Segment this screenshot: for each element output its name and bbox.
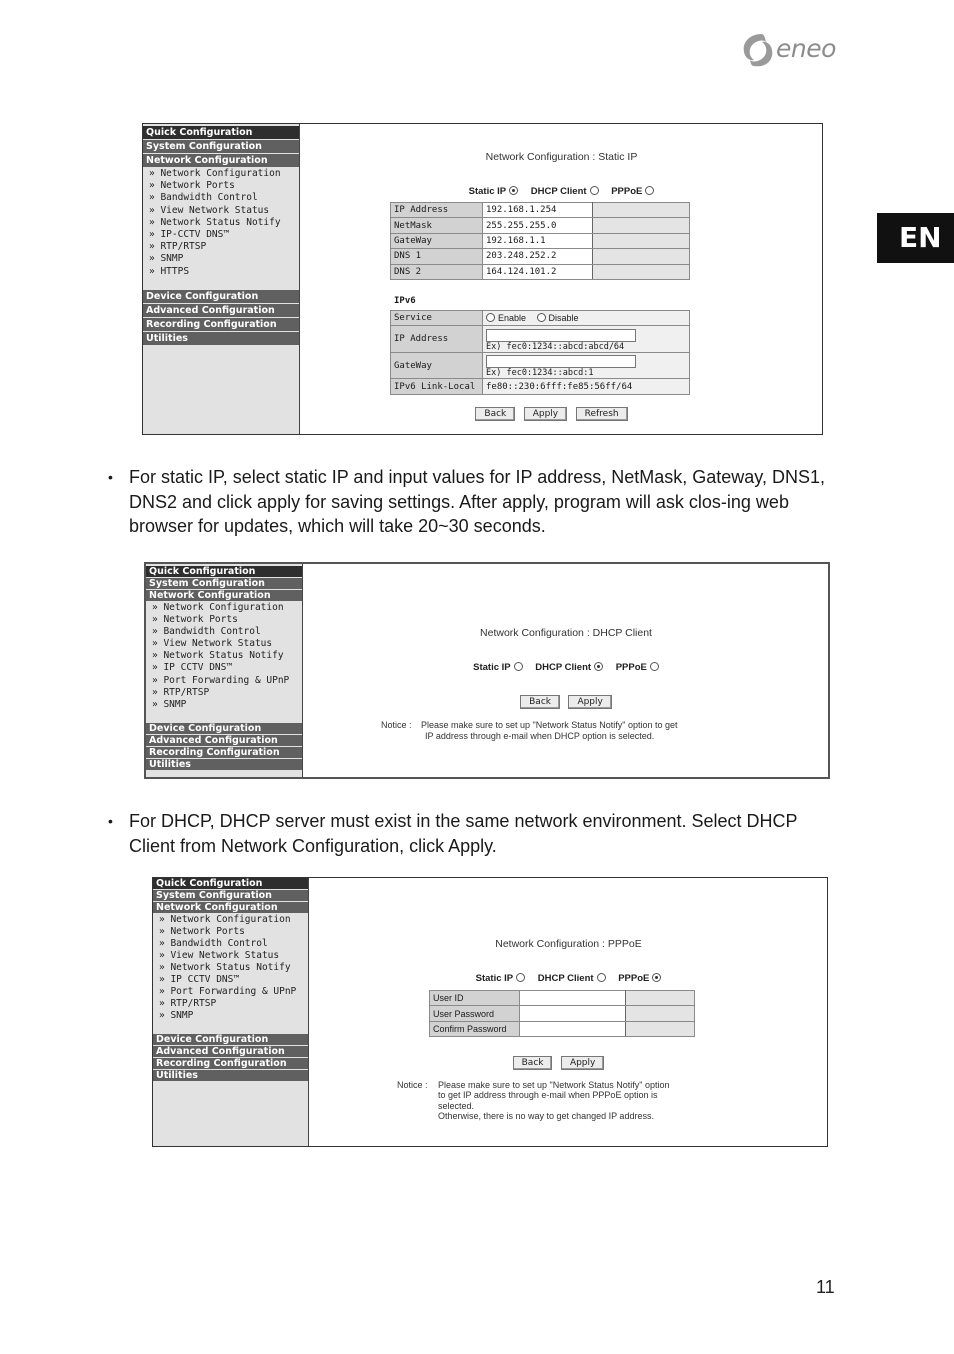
notice-line: IP address through e-mail when DHCP option is selected. <box>425 731 655 741</box>
config-panel <box>310 878 827 1146</box>
notice-line: Please make sure to set up "Network Status Notify" option <box>438 1080 670 1090</box>
nav-sub-item[interactable]: » RTP/RTSP <box>159 998 217 1009</box>
nav-sub-item[interactable]: » IP CCTV DNS™ <box>159 974 240 985</box>
config-panel <box>301 124 822 434</box>
confirm-password-input[interactable] <box>520 1021 626 1036</box>
nav-sub-item[interactable]: » View Network Status <box>152 638 273 650</box>
dns2-input[interactable]: 164.124.101.2 <box>483 264 593 279</box>
ipv6-gateway-hint: Ex) fec0:1234::abcd:1 <box>486 368 594 379</box>
eneo-logo-mark <box>740 30 776 72</box>
nav-system-configuration[interactable]: System Configuration <box>146 578 302 589</box>
nav-recording-configuration[interactable]: Recording Configuration <box>153 1058 308 1069</box>
table-row <box>430 1006 695 1021</box>
instruction-static-ip <box>108 465 833 541</box>
brand-wordmark: eneo <box>776 34 836 63</box>
field-label: GateWay <box>391 233 483 248</box>
notice-label: Notice : <box>397 1080 428 1090</box>
table-row <box>391 353 690 379</box>
notice-text <box>438 1080 670 1121</box>
ipv6-disable-radio[interactable] <box>537 313 546 322</box>
settings-nav <box>146 564 303 777</box>
nav-sub-item[interactable]: » Network Status Notify <box>159 962 291 973</box>
instruction-text: For static IP, select static IP and input values for IP address, NetMask, Gateway, DNS1, DNS2 and click apply for saving settings. After apply, program will ask clos-ing web browser for updates, which will take 20~30 seconds. <box>129 467 825 536</box>
mode-label-pppoe: PPPoE <box>615 662 647 673</box>
table-row <box>391 379 690 394</box>
pppoe-radio[interactable] <box>650 662 659 671</box>
nav-sub-item[interactable]: » RTP/RTSP <box>152 686 210 698</box>
user-id-input[interactable] <box>520 991 626 1006</box>
nav-sub-item[interactable]: » IP CCTV DNS™ <box>152 662 233 674</box>
nav-sub-item[interactable]: » Network Ports <box>149 180 235 192</box>
config-panel <box>304 564 828 777</box>
nav-sub-item[interactable]: » SNMP <box>152 698 187 710</box>
disable-label: Disable <box>548 313 579 324</box>
nav-device-configuration[interactable]: Device Configuration <box>146 723 302 734</box>
ipv6-table <box>390 310 690 395</box>
nav-recording-configuration[interactable]: Recording Configuration <box>146 747 302 758</box>
mode-label-dhcp: DHCP Client <box>530 186 587 197</box>
netmask-input[interactable]: 255.255.255.0 <box>483 218 593 233</box>
notice-line: to get IP address through e-mail when PPPoE option is <box>438 1090 658 1101</box>
notice-line: Otherwise, there is no way to get changed IP address. <box>438 1110 654 1121</box>
brand-logo <box>740 30 850 74</box>
apply-button[interactable]: Apply <box>561 1056 604 1070</box>
nav-network-configuration[interactable]: Network Configuration <box>153 902 308 913</box>
static-ip-screenshot <box>142 123 823 435</box>
nav-sub-item[interactable]: » Bandwidth Control <box>159 938 268 949</box>
nav-sub-item[interactable]: » SNMP <box>149 253 184 265</box>
nav-quick-configuration[interactable]: Quick Configuration <box>143 126 299 139</box>
action-buttons <box>304 691 828 709</box>
mode-selector <box>304 662 828 673</box>
ipv6-heading: IPv6 <box>394 296 416 306</box>
dns1-input[interactable]: 203.248.252.2 <box>483 249 593 264</box>
field-label: Confirm Password <box>430 1021 520 1036</box>
instruction-dhcp <box>108 809 833 861</box>
nav-sub-item[interactable]: » Network Status Notify <box>149 216 281 228</box>
pppoe-radio[interactable] <box>645 186 654 195</box>
static-ip-table <box>390 202 690 280</box>
nav-network-submenu <box>153 914 308 1022</box>
ipv6-gateway-input[interactable] <box>486 355 636 368</box>
pppoe-screenshot <box>152 877 828 1147</box>
nav-advanced-configuration[interactable]: Advanced Configuration <box>146 735 302 746</box>
mode-label-dhcp: DHCP Client <box>537 973 594 984</box>
field-label: GateWay <box>391 353 483 379</box>
field-label: IP Address <box>391 203 483 218</box>
nav-device-configuration[interactable]: Device Configuration <box>153 1034 308 1045</box>
nav-sub-item[interactable]: » Bandwidth Control <box>152 626 261 638</box>
mode-label-static: Static IP <box>475 973 514 984</box>
page-number: 11 <box>816 1277 835 1297</box>
nav-sub-item[interactable]: » Network Ports <box>159 926 245 937</box>
mode-label-dhcp: DHCP Client <box>535 662 592 673</box>
nav-quick-configuration[interactable]: Quick Configuration <box>153 878 308 889</box>
nav-utilities[interactable]: Utilities <box>146 759 302 770</box>
back-button[interactable]: Back <box>513 1056 553 1070</box>
ipv6-enable-radio[interactable] <box>486 313 495 322</box>
table-row <box>391 311 690 326</box>
language-tab: EN <box>877 213 954 263</box>
nav-sub-item[interactable]: » Port Forwarding & UPnP <box>152 674 290 686</box>
table-row <box>391 233 690 248</box>
nav-sub-item[interactable]: » Port Forwarding & UPnP <box>159 986 297 997</box>
back-button[interactable]: Back <box>520 695 560 709</box>
table-row <box>391 264 690 279</box>
dhcp-client-radio[interactable] <box>594 662 603 671</box>
mode-label-pppoe: PPPoE <box>618 973 650 984</box>
notice-text <box>421 720 678 742</box>
mode-label-pppoe: PPPoE <box>611 186 643 197</box>
field-label: NetMask <box>391 218 483 233</box>
static-ip-radio[interactable] <box>516 973 525 982</box>
gateway-input[interactable]: 192.168.1.1 <box>483 233 593 248</box>
settings-nav <box>143 124 300 434</box>
nav-recording-configuration[interactable]: Recording Configuration <box>143 318 299 331</box>
nav-sub-item[interactable]: » Network Configuration <box>149 168 281 179</box>
field-label: DNS 1 <box>391 249 483 264</box>
ipv6-address-hint: Ex) fec0:1234::abcd:abcd/64 <box>486 341 625 352</box>
mode-selector <box>301 186 822 197</box>
user-password-input[interactable] <box>520 1006 626 1021</box>
field-label: User ID <box>430 991 520 1006</box>
nav-sub-item[interactable]: » Network Status Notify <box>152 650 284 662</box>
apply-button[interactable]: Apply <box>568 695 611 709</box>
ip-address-input[interactable]: 192.168.1.254 <box>483 203 593 218</box>
apply-button[interactable]: Apply <box>524 407 567 421</box>
notice-label: Notice : <box>381 720 412 730</box>
nav-network-submenu <box>143 168 299 278</box>
nav-advanced-configuration[interactable]: Advanced Configuration <box>153 1046 308 1057</box>
table-row <box>430 1021 695 1036</box>
nav-sub-item[interactable]: » Bandwidth Control <box>149 192 258 204</box>
dhcp-client-screenshot <box>144 562 830 779</box>
bullet-icon: • <box>108 813 113 829</box>
table-row <box>391 249 690 264</box>
nav-device-configuration[interactable]: Device Configuration <box>143 290 299 303</box>
nav-sub-item[interactable]: » View Network Status <box>159 950 280 961</box>
nav-system-configuration[interactable]: System Configuration <box>153 890 308 901</box>
page-title: Network Configuration : Static IP <box>485 151 638 163</box>
field-label: IP Address <box>391 326 483 353</box>
nav-sub-item[interactable]: » Network Configuration <box>159 914 291 925</box>
static-ip-radio[interactable] <box>509 186 518 195</box>
table-row <box>430 991 695 1006</box>
static-ip-radio[interactable] <box>514 662 523 671</box>
nav-quick-configuration[interactable]: Quick Configuration <box>146 566 302 577</box>
ipv6-link-local-value: fe80::230:6fff:fe85:56ff/64 <box>483 379 690 394</box>
ipv6-address-input[interactable] <box>486 329 636 342</box>
dhcp-client-radio[interactable] <box>590 186 599 195</box>
dhcp-client-radio[interactable] <box>597 973 606 982</box>
nav-sub-item[interactable]: » Network Ports <box>152 614 238 626</box>
nav-utilities[interactable]: Utilities <box>143 332 299 345</box>
nav-utilities[interactable]: Utilities <box>153 1070 308 1081</box>
page-title: Network Configuration : PPPoE <box>495 938 642 950</box>
field-label: User Password <box>430 1006 520 1021</box>
table-row <box>391 203 690 218</box>
bullet-icon: • <box>108 469 113 485</box>
table-row <box>391 218 690 233</box>
field-label: Service <box>391 311 483 326</box>
enable-label: Enable <box>498 313 527 324</box>
pppoe-radio[interactable] <box>652 973 661 982</box>
notice-line: selected. <box>438 1100 475 1111</box>
nav-sub-item[interactable]: » IP-CCTV DNS™ <box>149 229 230 241</box>
field-label: DNS 2 <box>391 264 483 279</box>
mode-label-static: Static IP <box>473 662 511 673</box>
nav-sub-item[interactable]: » HTTPS <box>149 265 190 277</box>
mode-selector <box>310 973 827 984</box>
nav-network-submenu <box>146 602 302 711</box>
settings-nav <box>153 878 309 1146</box>
action-buttons <box>300 1052 817 1070</box>
instruction-text: For DHCP, DHCP server must exist in the same network environment. Select DHCP Client from Network Configuration, click Apply. <box>129 811 798 856</box>
nav-sub-item[interactable]: » Network Configuration <box>152 602 284 613</box>
pppoe-table <box>429 990 695 1037</box>
back-button[interactable]: Back <box>475 407 515 421</box>
table-row <box>391 326 690 353</box>
page-title: Network Configuration : DHCP Client <box>480 627 652 639</box>
nav-advanced-configuration[interactable]: Advanced Configuration <box>143 304 299 317</box>
notice-line: Please make sure to set up "Network Status Notify" option to get <box>421 720 678 730</box>
nav-network-configuration[interactable]: Network Configuration <box>146 590 302 601</box>
nav-sub-item[interactable]: » SNMP <box>159 1010 194 1021</box>
action-buttons <box>291 403 812 421</box>
refresh-button[interactable]: Refresh <box>576 407 628 421</box>
nav-system-configuration[interactable]: System Configuration <box>143 140 299 153</box>
mode-label-static: Static IP <box>468 186 507 197</box>
nav-network-configuration[interactable]: Network Configuration <box>143 154 299 167</box>
nav-sub-item[interactable]: » View Network Status <box>149 204 270 216</box>
field-label: IPv6 Link-Local <box>391 379 483 394</box>
nav-sub-item[interactable]: » RTP/RTSP <box>149 241 207 253</box>
